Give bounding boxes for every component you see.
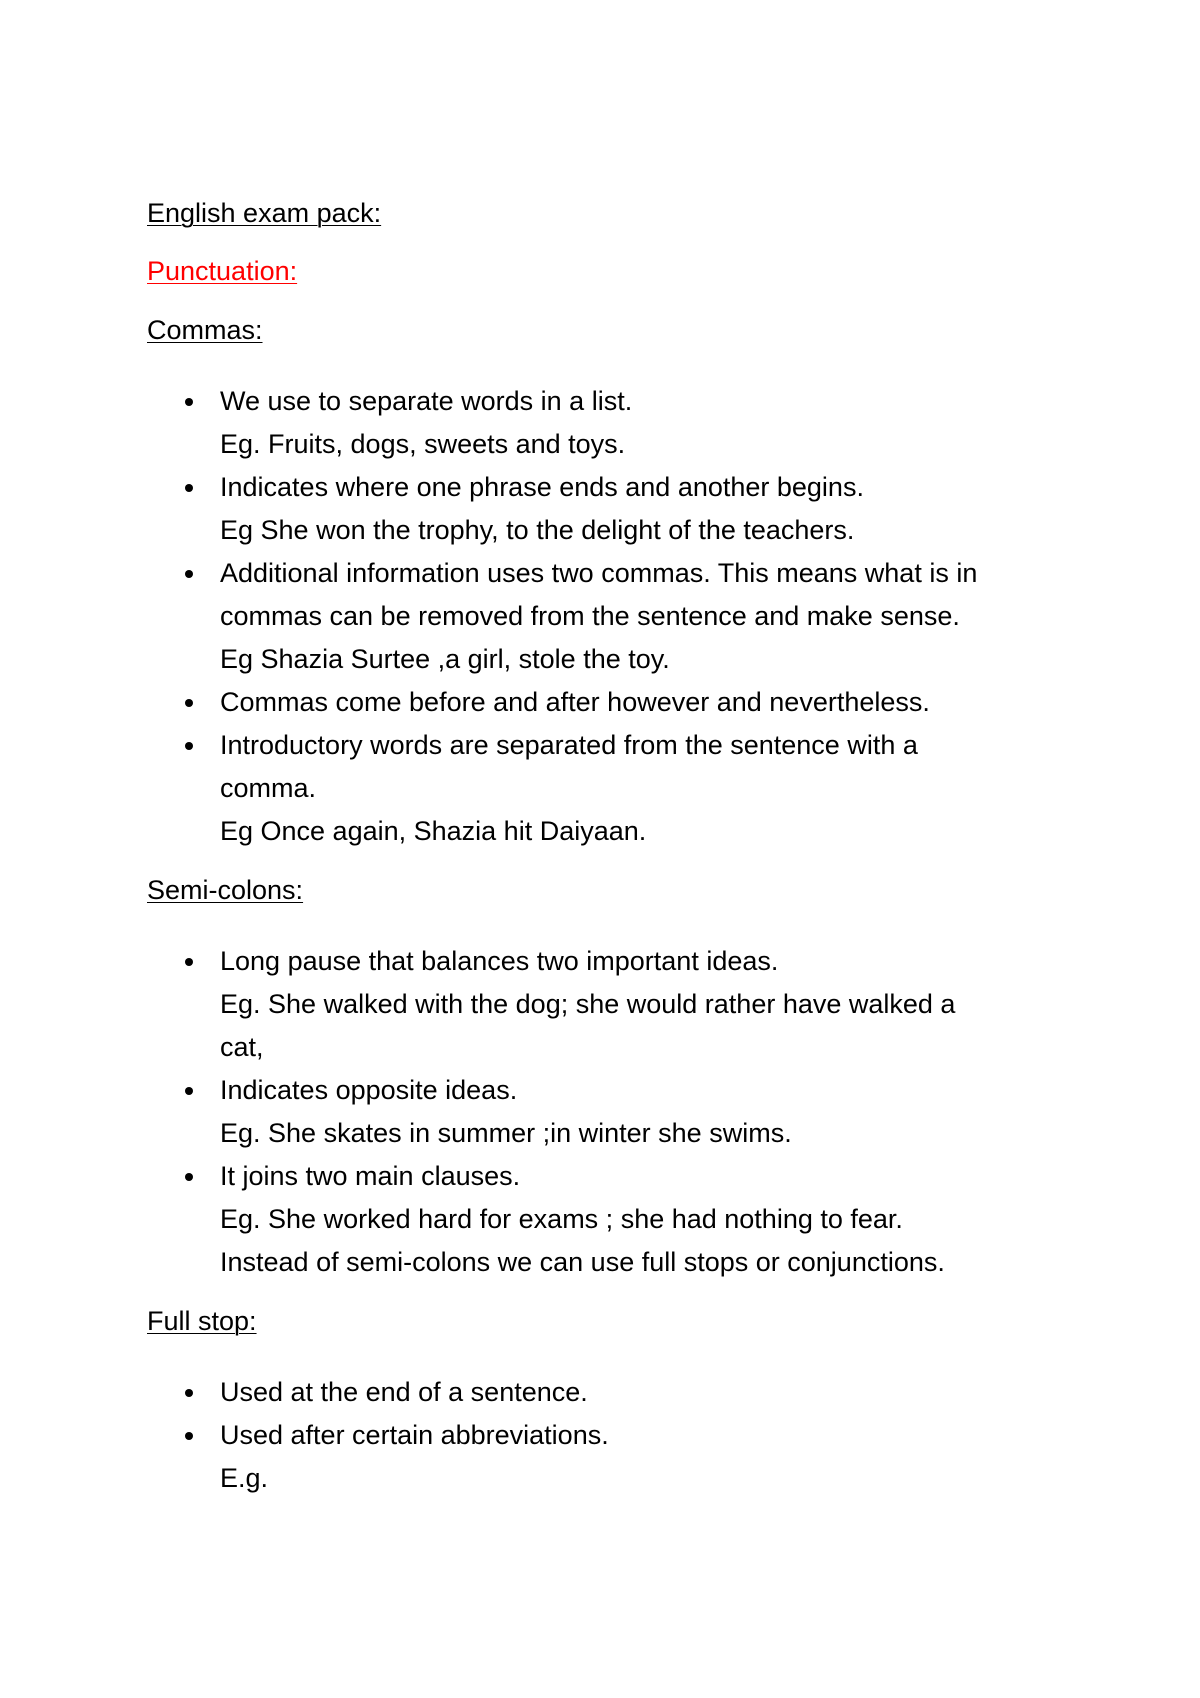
section-heading-commas: Commas: [147,315,263,345]
list-item: Used after certain abbreviations. [220,1420,609,1450]
bullet-icon [185,958,193,966]
bullet-icon [185,1173,193,1181]
bullet-icon [185,1389,193,1397]
section-subtitle: Punctuation: [147,256,298,286]
list-item: Additional information uses two commas. This means what is in [220,558,978,588]
example-line: Eg. She worked hard for exams ; she had nothing to fear. [220,1204,903,1234]
example-line: Eg Shazia Surtee ,a girl, stole the toy. [220,644,670,674]
document-title: English exam pack: [147,198,382,228]
list-item: Introductory words are separated from the sentence with a [220,730,918,760]
bullet-icon [185,484,193,492]
bullet-icon [185,1087,193,1095]
list-item-continuation: commas can be removed from the sentence and make sense. [220,601,960,631]
bullet-icon [185,398,193,406]
bullet-icon [185,699,193,707]
section-heading-semi-colons: Semi-colons: [147,875,304,905]
list-item: Indicates where one phrase ends and another begins. [220,472,864,502]
example-line-continuation: cat, [220,1032,264,1062]
bullet-icon [185,1432,193,1440]
list-item: Indicates opposite ideas. [220,1075,518,1105]
example-line: Eg. She walked with the dog; she would rather have walked a [220,989,956,1019]
list-item: Long pause that balances two important ideas. [220,946,779,976]
list-item: Used at the end of a sentence. [220,1377,588,1407]
example-line: Eg. Fruits, dogs, sweets and toys. [220,429,626,459]
note-line: Instead of semi-colons we can use full stops or conjunctions. [220,1247,945,1277]
list-item-continuation: comma. [220,773,317,803]
list-item: We use to separate words in a list. [220,386,633,416]
example-line: Eg. She skates in summer ;in winter she swims. [220,1118,792,1148]
bullet-icon [185,570,193,578]
example-line: Eg She won the trophy, to the delight of the teachers. [220,515,855,545]
example-line: E.g. [220,1463,269,1493]
list-item: Commas come before and after however and nevertheless. [220,687,930,717]
list-item: It joins two main clauses. [220,1161,521,1191]
bullet-icon [185,742,193,750]
example-line: Eg Once again, Shazia hit Daiyaan. [220,816,647,846]
section-heading-full-stop: Full stop: [147,1306,257,1336]
